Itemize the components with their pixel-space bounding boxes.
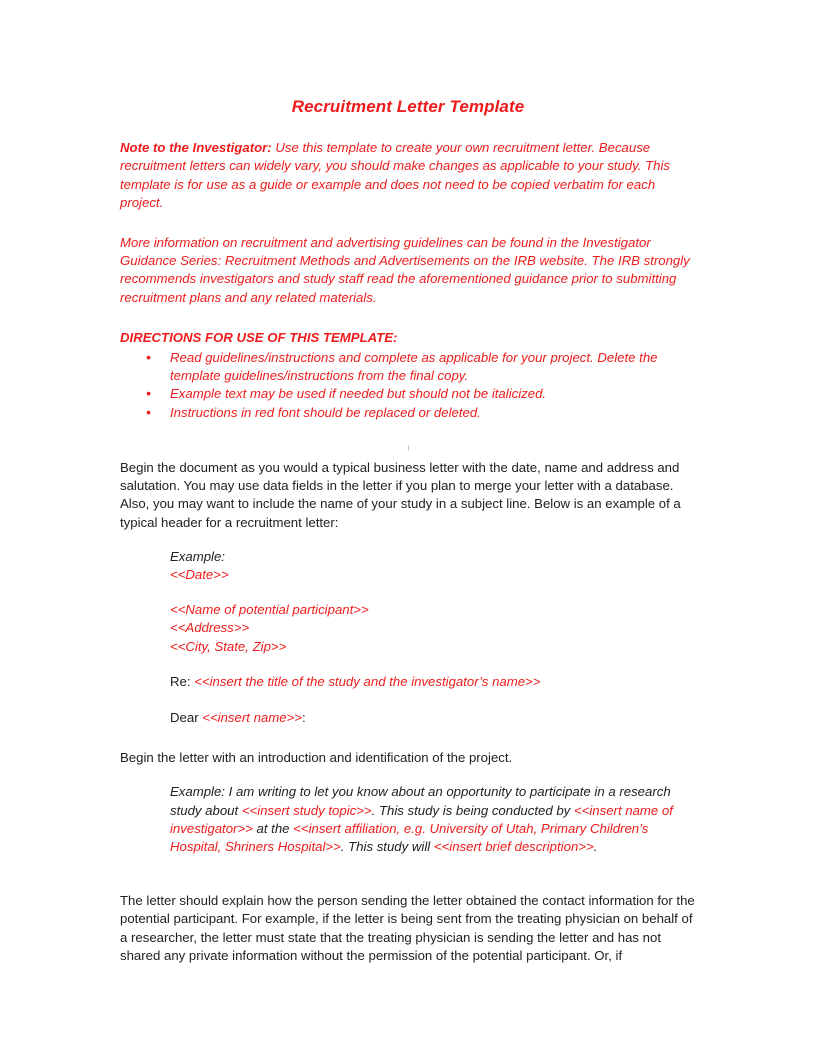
- spacer: [120, 727, 696, 749]
- name-placeholder: <<Name of potential participant>>: [170, 602, 369, 618]
- note-to-investigator-paragraph: [120, 139, 696, 212]
- example-seg-4: . This study will: [340, 838, 434, 854]
- header-example-block: [170, 548, 696, 727]
- example-seg-1: Example: I am writing to let you know about an opportunity to participate in a research study about: [170, 784, 671, 818]
- brief-description-placeholder: <<insert brief description>>: [433, 838, 594, 854]
- example-letter-paragraph: [170, 783, 696, 856]
- address-placeholder: <<Address>>: [170, 620, 250, 636]
- example-letter-block: [170, 783, 696, 856]
- intro-letter-paragraph: Begin the letter with an introduction and identification of the project.: [120, 750, 513, 766]
- study-topic-placeholder: <<insert study topic>>: [241, 802, 372, 818]
- re-label: Re:: [170, 673, 195, 689]
- note-lead-label: Note to the Investigator:: [120, 140, 272, 156]
- affiliation-placeholder: <<insert affiliation, e.g. University of Utah, Primary Children’s Hospital, Shriners Hospital>>: [170, 820, 649, 854]
- list-item: • Read guidelines/instructions and complete as applicable for your project. Delete the template guidelines/instructions from the final copy.: [120, 349, 696, 385]
- directions-list: [120, 349, 696, 422]
- closing-paragraph: The letter should explain how the person sending the letter obtained the contact information for the potential participant. For example, if the letter is being sent from the treating physician on behalf of a researcher, the letter must state that the treating physician is sending the letter and has not shared any private information without the permission of the potential participant. Or, if: [120, 893, 695, 963]
- dear-placeholder: <<insert name>>: [202, 709, 302, 725]
- example-seg-3: at the: [252, 820, 294, 836]
- re-line: [170, 673, 696, 691]
- example-label: Example:: [170, 548, 225, 564]
- re-placeholder: <<insert the title of the study and the investigator’s name>>: [194, 673, 541, 689]
- list-item: • Example text may be used if needed but should not be italicized.: [120, 385, 696, 403]
- list-item: • Instructions in red font should be replaced or deleted.: [120, 404, 696, 422]
- dear-colon: :: [301, 709, 306, 725]
- document-body: [120, 96, 696, 981]
- investigator-name-placeholder: <<insert name of investigator>>: [170, 802, 673, 836]
- example-seg-5: .: [593, 838, 598, 854]
- directions-heading: DIRECTIONS FOR USE OF THIS TEMPLATE:: [120, 329, 398, 345]
- city-state-zip-placeholder: <<City, State, Zip>>: [170, 638, 287, 654]
- guidance-paragraph: More information on recruitment and advertising guidelines can be found in the Investigator Guidance Series: Recruitment Methods and Advertisements on the IRB website. The IRB strongly recommends investigators and study staff read the aforementioned guidance prior to submitting recruitment plans and any related materials.: [120, 235, 690, 305]
- note-body-text: Use this template to create your own recruitment letter. Because recruitment letters can widely vary, you should make changes as applicable to your study. This template is for use as a guide or example and does not need to be copied verbatim for each project.: [120, 140, 670, 210]
- date-placeholder: <<Date>>: [170, 566, 229, 582]
- dear-line: [170, 709, 696, 727]
- page-title: Recruitment Letter Template: [291, 97, 525, 116]
- example-seg-2: . This study is being conducted by: [371, 802, 574, 818]
- intro-paragraph: Begin the document as you would a typical business letter with the date, name and address and salutation. You may use data fields in the letter if you plan to merge your letter with a database. Also, you may want to include the name of your study in a subject line. Below is an example of a typical header for a recruitment letter:: [120, 459, 681, 530]
- empty-paragraph-mark: [120, 440, 696, 459]
- dear-label: Dear: [170, 709, 203, 725]
- spacer: [120, 874, 696, 892]
